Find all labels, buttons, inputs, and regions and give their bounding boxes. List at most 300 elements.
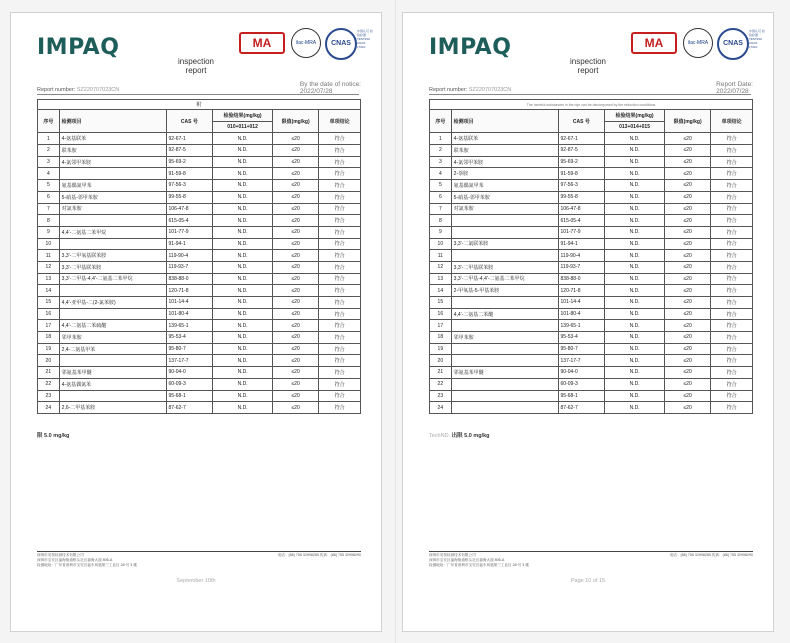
cell-no: 22 [38,378,60,390]
cell-cas: 119-90-4 [166,250,213,262]
cell-conclusion: 符合 [319,332,361,344]
cell-no: 2 [38,145,60,157]
certification-logos [239,28,373,60]
cell-no: 1 [430,133,452,145]
cell-no: 20 [430,355,452,367]
cell-conclusion: 符合 [319,285,361,297]
cell-cas: 95-80-7 [166,343,213,355]
cell-conclusion: 符合 [319,378,361,390]
cell-no: 8 [430,215,452,227]
table-row [430,378,753,390]
page-footer: Page 10 of 15 [570,578,606,584]
cell-cas: 90-04-0 [558,367,605,379]
cell-no: 21 [430,367,452,379]
cell-result: N.D. [605,156,665,168]
cell-result: N.D. [605,367,665,379]
table-row [430,203,753,215]
cell-conclusion: 符合 [319,226,361,238]
table-row [38,203,361,215]
results-table [429,99,753,414]
cell-no: 5 [38,180,60,192]
limit-footnote-text: 限 5.0 mg/kg [37,433,70,439]
cnas-logo: CNAS [717,28,749,60]
cell-result: N.D. [605,203,665,215]
cell-limit: ≤20 [664,145,710,157]
address-line3: 检测地址：广东省深圳市宝安区福永凤凰第三工业区 28 号 3 楼 [429,563,529,567]
cell-result: N.D. [213,191,273,203]
cell-item: 对氯苯胺 [59,203,166,215]
cell-item: 4,4'-亚甲基-二(2-氯苯胺) [59,297,166,309]
right-report-page [402,12,774,632]
table-row [430,156,753,168]
cell-no: 17 [430,320,452,332]
cell-item [451,343,558,355]
cell-result: N.D. [213,250,273,262]
cell-result: N.D. [605,261,665,273]
cell-no: 10 [38,238,60,250]
address-line1: 深圳市英柏检测技术有限公司 [37,553,84,557]
col-item: 检测项目 [451,110,558,133]
cell-conclusion: 符合 [319,250,361,262]
cell-item: 邻氨基苯甲醚 [59,367,166,379]
notice-label: By the date of notice: [299,81,361,88]
col-limit: 限值(mg/kg) [272,110,318,133]
title-line2: report [185,66,207,75]
cell-result: N.D. [605,297,665,309]
cell-limit: ≤20 [272,320,318,332]
table-row [430,261,753,273]
cell-result: N.D. [213,215,273,227]
cell-conclusion: 符合 [319,273,361,285]
cell-result: N.D. [605,215,665,227]
cell-cas: 91-94-1 [166,238,213,250]
cell-limit: ≤20 [272,285,318,297]
report-date-value: 2022/07/28 [716,88,749,95]
cell-limit: ≤20 [272,297,318,309]
cell-limit: ≤20 [272,133,318,145]
cell-conclusion: 符合 [319,308,361,320]
cell-conclusion: 符合 [711,133,753,145]
page-footer: September 10th [176,578,216,584]
cell-limit: ≤20 [272,355,318,367]
cell-result: N.D. [213,226,273,238]
table-row [430,226,753,238]
cell-result: N.D. [605,273,665,285]
title-line1: inspection [569,57,607,66]
cell-cas: 95-80-7 [558,343,605,355]
table-row [430,145,753,157]
cell-item [451,355,558,367]
address-line1: 深圳市英柏检测技术有限公司 [429,553,476,557]
cell-cas: 139-65-1 [166,320,213,332]
table-row [430,343,753,355]
ilac-logo: ilac-MRA [291,28,321,58]
table-row [38,145,361,157]
cell-no: 12 [430,261,452,273]
table-row [38,226,361,238]
cell-cas: 92-87-5 [166,145,213,157]
cell-limit: ≤20 [272,390,318,402]
cell-limit: ≤20 [272,261,318,273]
cell-no: 16 [38,308,60,320]
cell-no: 19 [38,343,60,355]
cell-limit: ≤20 [272,273,318,285]
cell-limit: ≤20 [664,308,710,320]
cell-item: 4-氨基偶氮苯 [59,378,166,390]
cell-result: N.D. [605,250,665,262]
cell-no: 8 [38,215,60,227]
table-row [38,168,361,180]
cell-cas: 91-59-8 [166,168,213,180]
report-date [716,81,753,95]
col-result-sub: 010+011+012 [213,121,273,133]
cell-conclusion: 符合 [711,378,753,390]
cell-cas: 97-56-3 [558,180,605,192]
cell-item [59,355,166,367]
cell-conclusion: 符合 [711,226,753,238]
cell-result: N.D. [605,133,665,145]
cell-item: 邻甲苯胺 [59,332,166,344]
cell-no: 24 [38,402,60,414]
cell-conclusion: 符合 [711,168,753,180]
table-row [430,402,753,414]
cell-cas: 101-80-4 [558,308,605,320]
cell-no: 11 [430,250,452,262]
cell-item: 氨基偶氮甲苯 [451,180,558,192]
cell-limit: ≤20 [272,226,318,238]
cell-item: 3,3'-二甲基-4,4'-二氨基二苯甲烷 [59,273,166,285]
cell-limit: ≤20 [272,250,318,262]
table-row [430,191,753,203]
table-caption: The harmful substances in the dye can be decomposed by the reduction conditions [430,100,753,110]
cell-limit: ≤20 [664,332,710,344]
cell-result: N.D. [605,402,665,414]
cell-no: 9 [430,226,452,238]
cell-cas: 119-93-7 [166,261,213,273]
cell-limit: ≤20 [664,250,710,262]
table-row [38,215,361,227]
left-report-page [10,12,382,632]
cell-cas: 838-88-0 [166,273,213,285]
table-row [430,367,753,379]
col-result-sub: 013+014+015 [605,121,665,133]
cma-logo: MA [239,32,285,54]
cell-limit: ≤20 [664,402,710,414]
cell-item: 4,4'-二氨基二苯甲烷 [59,226,166,238]
table-row [430,390,753,402]
cell-result: N.D. [605,285,665,297]
table-row [38,390,361,402]
cell-conclusion: 符合 [711,215,753,227]
table-row [38,261,361,273]
cell-limit: ≤20 [272,180,318,192]
cell-limit: ≤20 [664,343,710,355]
cell-cas: 91-94-1 [558,238,605,250]
cell-conclusion: 符合 [319,297,361,309]
col-conclusion: 单项结论 [319,110,361,133]
col-no: 序号 [430,110,452,133]
table-row [38,308,361,320]
cell-conclusion: 符合 [319,390,361,402]
cell-conclusion: 符合 [319,261,361,273]
cell-item: 3,3'-二甲基联苯胺 [59,261,166,273]
col-result: 检验结果(mg/kg) [213,110,273,122]
report-number-label: Report number: [37,87,76,93]
cnas-tag: 中国认可 检验检测 TESTING CNAS L7610 [357,29,373,49]
certification-logos [631,28,765,60]
cell-limit: ≤20 [664,226,710,238]
table-row [38,320,361,332]
cell-limit: ≤20 [272,215,318,227]
cell-conclusion: 符合 [319,355,361,367]
cell-result: N.D. [605,168,665,180]
cell-result: N.D. [213,261,273,273]
cell-item: 联苯胺 [59,145,166,157]
cell-result: N.D. [213,332,273,344]
cell-conclusion: 符合 [319,215,361,227]
cell-item: 5-硝基-邻甲苯胺 [59,191,166,203]
cell-limit: ≤20 [272,191,318,203]
cell-item: 2-萘胺 [451,168,558,180]
cell-item: 3,3'-二甲基-4,4'-二氨基二苯甲烷 [451,273,558,285]
cell-result: N.D. [213,133,273,145]
cell-item [451,402,558,414]
cell-conclusion: 符合 [711,145,753,157]
table-row [430,332,753,344]
cell-cas: 92-87-5 [558,145,605,157]
cell-conclusion: 符合 [711,203,753,215]
notice-value: 2022/07/28 [299,88,333,95]
cell-result: N.D. [605,238,665,250]
cell-cas: 120-71-8 [558,285,605,297]
cell-result: N.D. [213,308,273,320]
cell-item [451,215,558,227]
cell-no: 15 [38,297,60,309]
cell-result: N.D. [213,355,273,367]
address-line2: 深圳市宝安区福海街道桥头社区福海大道 806-A [429,558,505,562]
cell-limit: ≤20 [272,378,318,390]
cell-no: 20 [38,355,60,367]
cell-item [451,390,558,402]
cell-limit: ≤20 [664,297,710,309]
table-row [430,250,753,262]
cell-item: 对氯苯胺 [451,203,558,215]
cell-limit: ≤20 [664,133,710,145]
cell-limit: ≤20 [664,238,710,250]
col-result: 检验结果(mg/kg) [605,110,665,122]
cell-cas: 95-69-2 [558,156,605,168]
cell-no: 3 [38,156,60,168]
cell-conclusion: 符合 [711,367,753,379]
cell-limit: ≤20 [664,378,710,390]
cell-result: N.D. [213,343,273,355]
cell-limit: ≤20 [664,285,710,297]
col-limit: 限值(mg/kg) [664,110,710,133]
cell-item: 4-氨基联苯 [451,133,558,145]
cell-cas: 92-67-1 [166,133,213,145]
cell-conclusion: 符合 [319,343,361,355]
cell-item [451,297,558,309]
cell-result: N.D. [213,156,273,168]
table-row [430,297,753,309]
cell-result: N.D. [213,180,273,192]
cell-conclusion: 符合 [319,367,361,379]
header-rule [429,94,751,95]
table-row [38,285,361,297]
cell-result: N.D. [213,273,273,285]
table-row [38,238,361,250]
cell-result: N.D. [605,378,665,390]
cell-no: 22 [430,378,452,390]
cell-conclusion: 符合 [711,297,753,309]
cell-result: N.D. [213,378,273,390]
report-number [37,87,119,93]
cell-limit: ≤20 [664,367,710,379]
cell-cas: 838-88-0 [558,273,605,285]
cell-no: 14 [430,285,452,297]
cell-cas: 92-67-1 [558,133,605,145]
cell-no: 4 [430,168,452,180]
cell-item: 2-甲氧基-5-甲基苯胺 [451,285,558,297]
cell-item [59,215,166,227]
cell-cas: 95-68-1 [166,390,213,402]
cell-cas: 87-62-7 [166,402,213,414]
cell-no: 19 [430,343,452,355]
table-row [38,133,361,145]
cell-cas: 97-56-3 [166,180,213,192]
limit-footnote-text: 出限 5.0 mg/kg [451,433,490,439]
cell-cas: 101-14-4 [166,297,213,309]
cell-no: 7 [38,203,60,215]
table-row [430,273,753,285]
cell-result: N.D. [213,285,273,297]
col-cas: CAS 号 [166,110,213,133]
cell-limit: ≤20 [272,238,318,250]
lab-tel: 电话：(86) 755 32998280 传真：(86) 755 32998290 [277,553,361,557]
cell-cas: 95-53-4 [166,332,213,344]
cell-item [451,378,558,390]
cell-result: N.D. [213,320,273,332]
cell-result: N.D. [213,238,273,250]
cell-cas: 119-90-4 [558,250,605,262]
cell-no: 6 [38,191,60,203]
table-row [430,238,753,250]
cell-limit: ≤20 [272,308,318,320]
report-number-value: SZ220707023CN [76,87,120,93]
cell-item [59,308,166,320]
report-number-value: SZ220707023CN [468,87,512,93]
cell-limit: ≤20 [664,180,710,192]
cell-no: 5 [430,180,452,192]
table-row [38,180,361,192]
cell-limit: ≤20 [664,191,710,203]
col-item: 检测项目 [59,110,166,133]
cell-no: 9 [38,226,60,238]
cell-item [451,320,558,332]
cell-no: 1 [38,133,60,145]
address-line2: 深圳市宝安区福海街道桥头社区福海大道 806-A [37,558,113,562]
table-row [430,285,753,297]
cell-no: 23 [38,390,60,402]
cell-limit: ≤20 [664,203,710,215]
cell-conclusion: 符合 [319,203,361,215]
cnas-logo: CNAS [325,28,357,60]
cell-limit: ≤20 [272,402,318,414]
report-number-label: Report number: [429,87,468,93]
cell-cas: 87-62-7 [558,402,605,414]
cell-limit: ≤20 [272,332,318,344]
cell-item: 4,4'-二氨基二苯醚 [451,308,558,320]
cell-conclusion: 符合 [319,238,361,250]
cell-cas: 139-65-1 [558,320,605,332]
cell-limit: ≤20 [664,168,710,180]
cell-result: N.D. [605,226,665,238]
cell-item [451,226,558,238]
cell-result: N.D. [213,168,273,180]
cell-cas: 95-53-4 [558,332,605,344]
cell-no: 12 [38,261,60,273]
cell-cas: 137-17-7 [166,355,213,367]
table-row [38,402,361,414]
cell-result: N.D. [213,390,273,402]
table-row [430,215,753,227]
cell-no: 4 [38,168,60,180]
notice-date [300,81,361,95]
table-row [430,180,753,192]
cell-item: 2,4-二氨基甲苯 [59,343,166,355]
table-row [38,273,361,285]
cell-cas: 106-47-8 [558,203,605,215]
cell-cas: 106-47-8 [166,203,213,215]
cell-limit: ≤20 [272,168,318,180]
cell-conclusion: 符合 [711,156,753,168]
cell-no: 13 [38,273,60,285]
cell-cas: 101-77-9 [558,226,605,238]
cell-limit: ≤20 [272,203,318,215]
cnas-tag: 中国认可 检验检测 TESTING CNAS L7610 [749,29,765,49]
cell-limit: ≤20 [664,355,710,367]
cell-limit: ≤20 [664,390,710,402]
cell-item: 2,6-二甲基苯胺 [59,402,166,414]
cell-result: N.D. [605,191,665,203]
lab-address [429,551,753,568]
cell-cas: 137-17-7 [558,355,605,367]
cell-limit: ≤20 [664,273,710,285]
cell-result: N.D. [605,180,665,192]
table-row [38,297,361,309]
table-row [430,133,753,145]
address-line3: 检测地址：广东省深圳市宝安区福永凤凰第三工业区 28 号 3 楼 [37,563,137,567]
cell-item: 4-氯邻甲苯胺 [59,156,166,168]
cell-result: N.D. [605,332,665,344]
cell-no: 18 [38,332,60,344]
cell-no: 16 [430,308,452,320]
cell-no: 14 [38,285,60,297]
cell-no: 10 [430,238,452,250]
cell-conclusion: 符合 [711,250,753,262]
cell-item: 4-氨基联苯 [59,133,166,145]
col-conclusion: 单项结论 [711,110,753,133]
cell-cas: 95-68-1 [558,390,605,402]
cell-result: N.D. [213,145,273,157]
cell-conclusion: 符合 [319,145,361,157]
table-row [38,343,361,355]
cell-conclusion: 符合 [711,191,753,203]
cell-no: 13 [430,273,452,285]
cell-item: 4-氯邻甲苯胺 [451,156,558,168]
cell-item [59,285,166,297]
cell-result: N.D. [213,367,273,379]
